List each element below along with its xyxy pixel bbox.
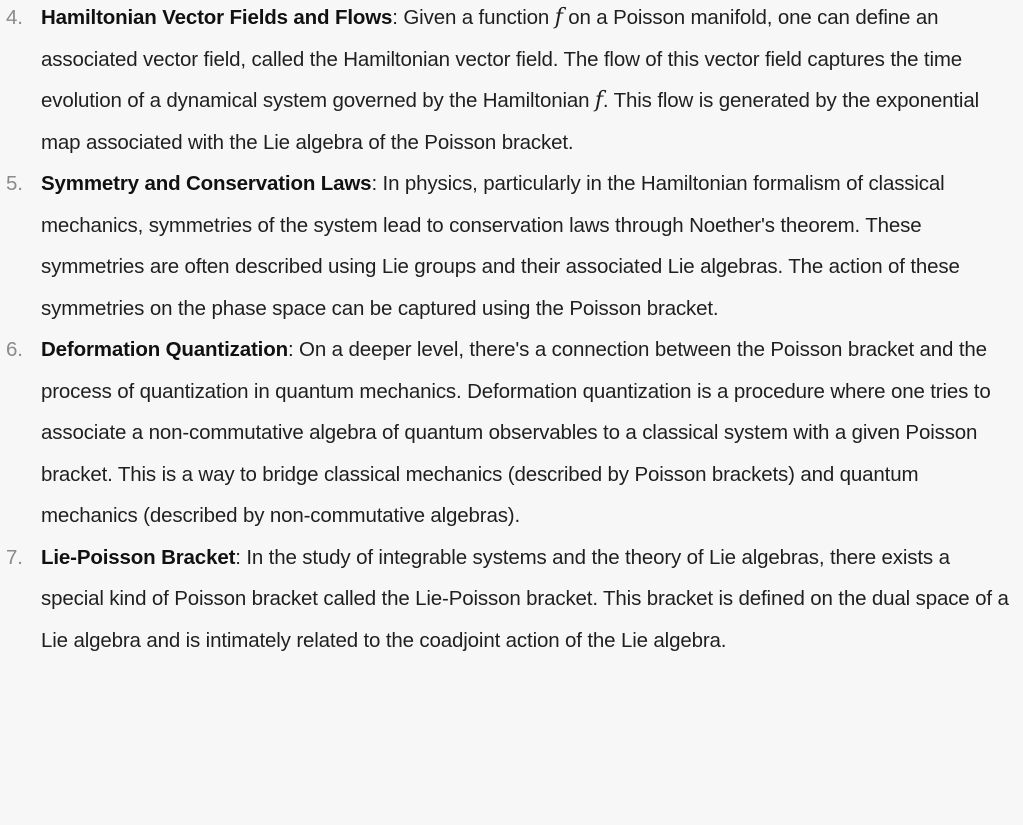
- list-number: 7.: [6, 545, 23, 569]
- list-item-term: Hamiltonian Vector Fields and Flows: [41, 6, 393, 29]
- list-item-term: Deformation Quantization: [41, 338, 288, 361]
- list-item-text: In the study of integrable systems and the theory of Lie algebras, there exists a special kind of Poisson bracket called the Lie-Poisson bracket. This bracket is defined on the dual space of a Lie algebra and is intimately related to the coadjoint action of the Lie algebra.: [41, 545, 1009, 652]
- list-item-5: [0, 163, 1023, 329]
- list-item-text: In physics, particularly in the Hamiltonian formalism of classical mechanics, symmetries of the system lead to conservation laws through Noether's theorem. These symmetries are often described using Lie groups and their associated Lie algebras. The action of these symmetries on the phase space can be captured using the Poisson bracket.: [41, 172, 960, 320]
- list-item-6: [0, 329, 1023, 537]
- list-number: 4.: [6, 6, 23, 29]
- list-item-text: On a deeper level, there's a connection between the Poisson bracket and the process of quantization in quantum mechanics. Deformation quantization is a procedure where one tries to associate a non-commutative algebra of quantum observables to a classical system with a given Poisson bracket. This is a way to bridge classical mechanics (described by Poisson brackets) and quantum mechanics (described by non-commutative algebras).: [41, 338, 991, 527]
- list-item-text: . This flow is generated by the exponential map associated with the Lie algebra of the Poisson bracket.: [41, 89, 979, 154]
- math-variable-f: f: [594, 88, 603, 113]
- list-item-term: Lie-Poisson Bracket: [41, 545, 236, 569]
- list-item-text: Given a function: [397, 6, 555, 29]
- list-item-term: Symmetry and Conservation Laws: [41, 172, 372, 195]
- list-item-7: [0, 537, 1023, 662]
- list-item-text: on a Poisson manifold, one can define an associated vector field, called the Hamiltonian vector field. The flow of this vector field captures the time evolution of a dynamical system governed by the Hamiltonian: [41, 6, 963, 112]
- term-separator: :: [235, 545, 241, 569]
- list-number: 6.: [6, 338, 23, 361]
- term-separator: :: [371, 172, 377, 195]
- math-variable-f: f: [554, 5, 563, 30]
- term-separator: :: [392, 6, 398, 29]
- term-separator: :: [287, 338, 294, 361]
- list-number: 5.: [6, 172, 23, 195]
- list-item-4: [0, 0, 1023, 163]
